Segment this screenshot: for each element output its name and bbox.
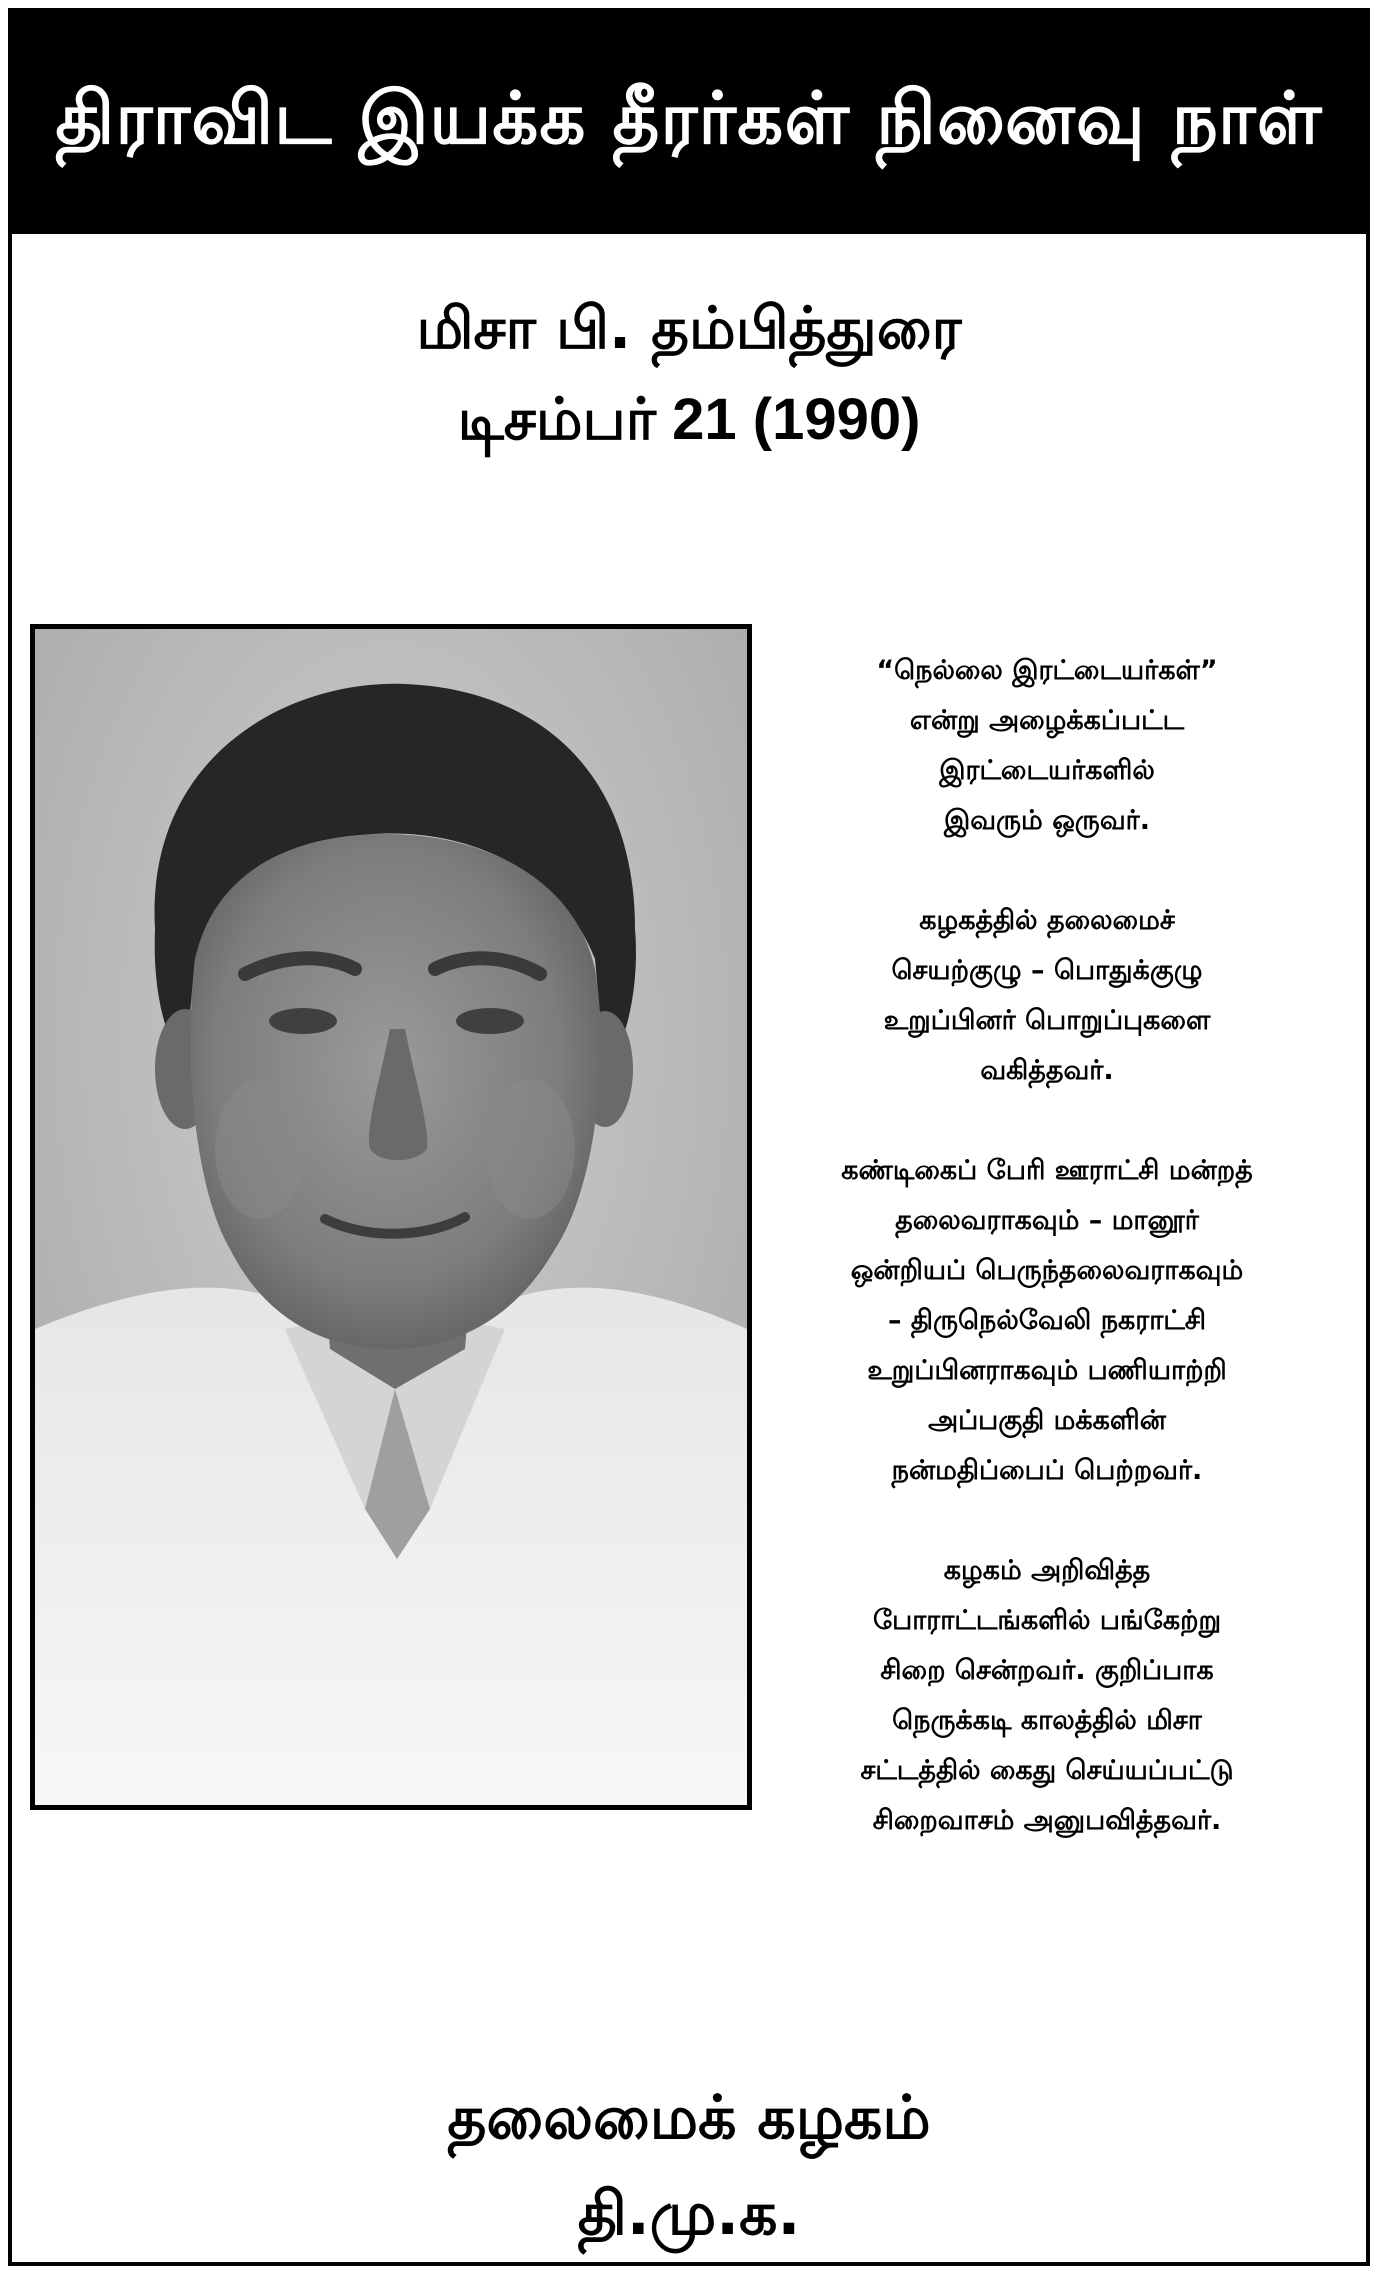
header-title: திராவிட இயக்க தீரர்கள் நினைவு நாள்: [55, 76, 1323, 160]
bio-paragraph: [757, 646, 1337, 846]
portrait-illustration: [35, 629, 747, 1805]
bio-line: செயற்குழு – பொதுக்குழு: [891, 955, 1203, 986]
bio-paragraph: [757, 1546, 1337, 1846]
organization-office: தலைமைக் கழகம்: [447, 2083, 931, 2153]
bio-line: – திருநெல்வேலி நகராட்சி: [888, 1305, 1206, 1336]
bio-line: என்று அழைக்கப்பட்ட: [909, 705, 1185, 736]
bio-line: சட்டத்தில் கைது செய்யப்பட்டு: [860, 1755, 1234, 1786]
bio-line: இரட்டையர்களில்: [939, 755, 1155, 786]
organization-name: தி.மு.க.: [577, 2179, 801, 2249]
memorial-notice: [8, 8, 1370, 2266]
bio-line: தலைவராகவும் – மானூர்: [895, 1205, 1199, 1236]
biography: [757, 646, 1337, 1896]
bio-line: கண்டிகைப் பேரி ஊராட்சி மன்றத்: [841, 1155, 1253, 1186]
bio-line: நன்மதிப்பைப் பெற்றவர்.: [891, 1455, 1203, 1486]
bio-paragraph: [757, 896, 1337, 1096]
bio-line: அப்பகுதி மக்களின்: [928, 1405, 1166, 1436]
bio-line: சிறைவாசம் அனுபவித்தவர்.: [872, 1805, 1222, 1836]
bio-line: நெருக்கடி காலத்தில் மிசா: [892, 1705, 1202, 1736]
bio-line: கழகம் அறிவித்த: [943, 1555, 1151, 1586]
person-heading: [12, 282, 1366, 466]
footer-signature: [12, 2070, 1366, 2262]
portrait-photo: [30, 624, 752, 1810]
bio-line: கழகத்தில் தலைமைச்: [919, 905, 1175, 936]
bio-line: போராட்டங்களில் பங்கேற்று: [872, 1605, 1222, 1636]
death-date: டிசம்பர் 21 (1990): [457, 387, 921, 452]
person-name: மிசா பி. தம்பித்துரை: [416, 294, 962, 362]
header-banner: [12, 12, 1366, 234]
bio-line: சிறை சென்றவர். குறிப்பாக: [880, 1655, 1214, 1686]
bio-line: இவரும் ஒருவர்.: [943, 805, 1151, 836]
bio-line: உறுப்பினர் பொறுப்புகளை: [883, 1005, 1211, 1036]
bio-line: “நெல்லை இரட்டையர்கள்”: [876, 655, 1218, 686]
bio-line: வகித்தவர்.: [980, 1055, 1114, 1086]
bio-line: ஒன்றியப் பெருந்தலைவராகவும்: [850, 1255, 1244, 1286]
bio-paragraph: [757, 1146, 1337, 1496]
bio-line: உறுப்பினராகவும் பணியாற்றி: [867, 1355, 1227, 1386]
